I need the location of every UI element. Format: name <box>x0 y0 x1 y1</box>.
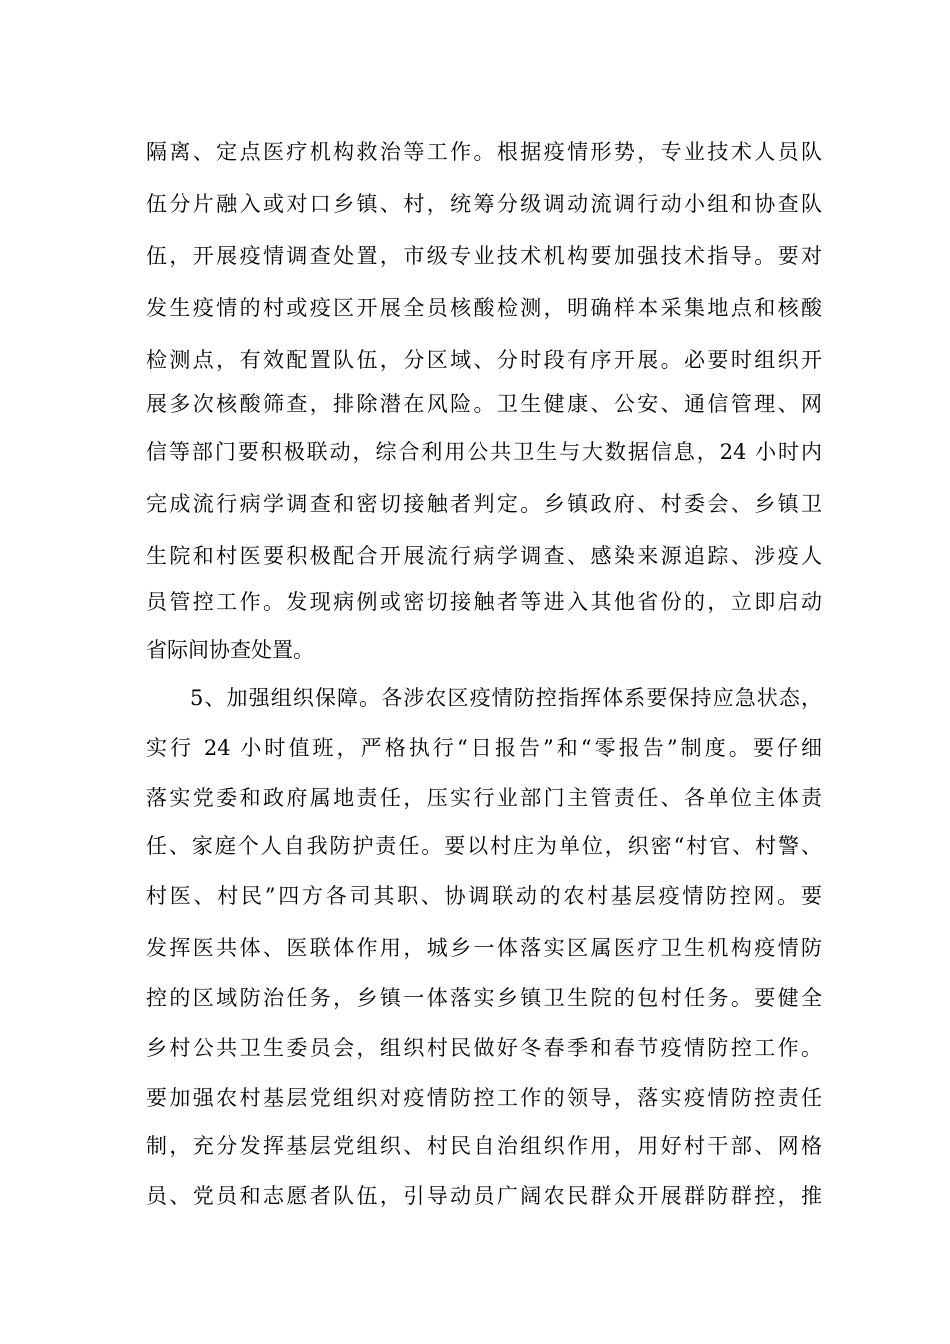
text-line: 5、加强组织保障。各涉农区疫情防控指挥体系要保持应急状态， <box>190 686 822 710</box>
text-line: 伍分片融入或对口乡镇、村，统筹分级调动流调行动小组和协查队 <box>146 192 822 216</box>
text-line: 乡村公共卫生委员会，组织村民做好冬春季和春节疫情防控工作。 <box>146 1036 822 1060</box>
text-line: 控的区域防治任务，乡镇一体落实乡镇卫生院的包村任务。要健全 <box>146 986 822 1010</box>
text-line: 任、家庭个人自我防护责任。要以村庄为单位，织密“村官、村警、 <box>146 834 822 858</box>
text-line: 员管控工作。发现病例或密切接触者等进入其他省份的，立即启动 <box>146 590 822 614</box>
text-line: 发挥医共体、医联体作用，城乡一体落实区属医疗卫生机构疫情防 <box>146 936 822 960</box>
text-line: 生院和村医要积极配合开展流行病学调查、感染来源追踪、涉疫人 <box>146 544 822 568</box>
text-line: 检测点，有效配置队伍，分区域、分时段有序开展。必要时组织开 <box>146 348 822 372</box>
text-line: 信等部门要积极联动，综合利用公共卫生与大数据信息，24 小时内 <box>146 440 822 464</box>
text-line: 制，充分发挥基层党组织、村民自治组织作用，用好村干部、网格 <box>146 1134 822 1158</box>
text-line: 展多次核酸筛查，排除潜在风险。卫生健康、公安、通信管理、网 <box>146 392 822 416</box>
text-line: 完成流行病学调查和密切接触者判定。乡镇政府、村委会、乡镇卫 <box>146 492 822 516</box>
text-line: 发生疫情的村或疫区开展全员核酸检测，明确样本采集地点和核酸 <box>146 296 822 320</box>
text-line: 村医、村民”四方各司其职、协调联动的农村基层疫情防控网。要 <box>146 884 822 908</box>
text-line: 要加强农村基层党组织对疫情防控工作的领导，落实疫情防控责任 <box>146 1086 822 1110</box>
text-line: 员、党员和志愿者队伍，引导动员广阔农民群众开展群防群控，推 <box>146 1184 822 1208</box>
text-line: 实行 24 小时值班，严格执行“日报告”和“零报告”制度。要仔细 <box>146 736 822 760</box>
text-line: 落实党委和政府属地责任，压实行业部门主管责任、各单位主体责 <box>146 786 822 810</box>
text-line: 伍，开展疫情调查处置，市级专业技术机构要加强技术指导。要对 <box>146 244 822 268</box>
text-line: 隔离、定点医疗机构救治等工作。根据疫情形势，专业技术人员队 <box>146 140 822 164</box>
text-line: 省际间协查处置。 <box>146 638 314 662</box>
